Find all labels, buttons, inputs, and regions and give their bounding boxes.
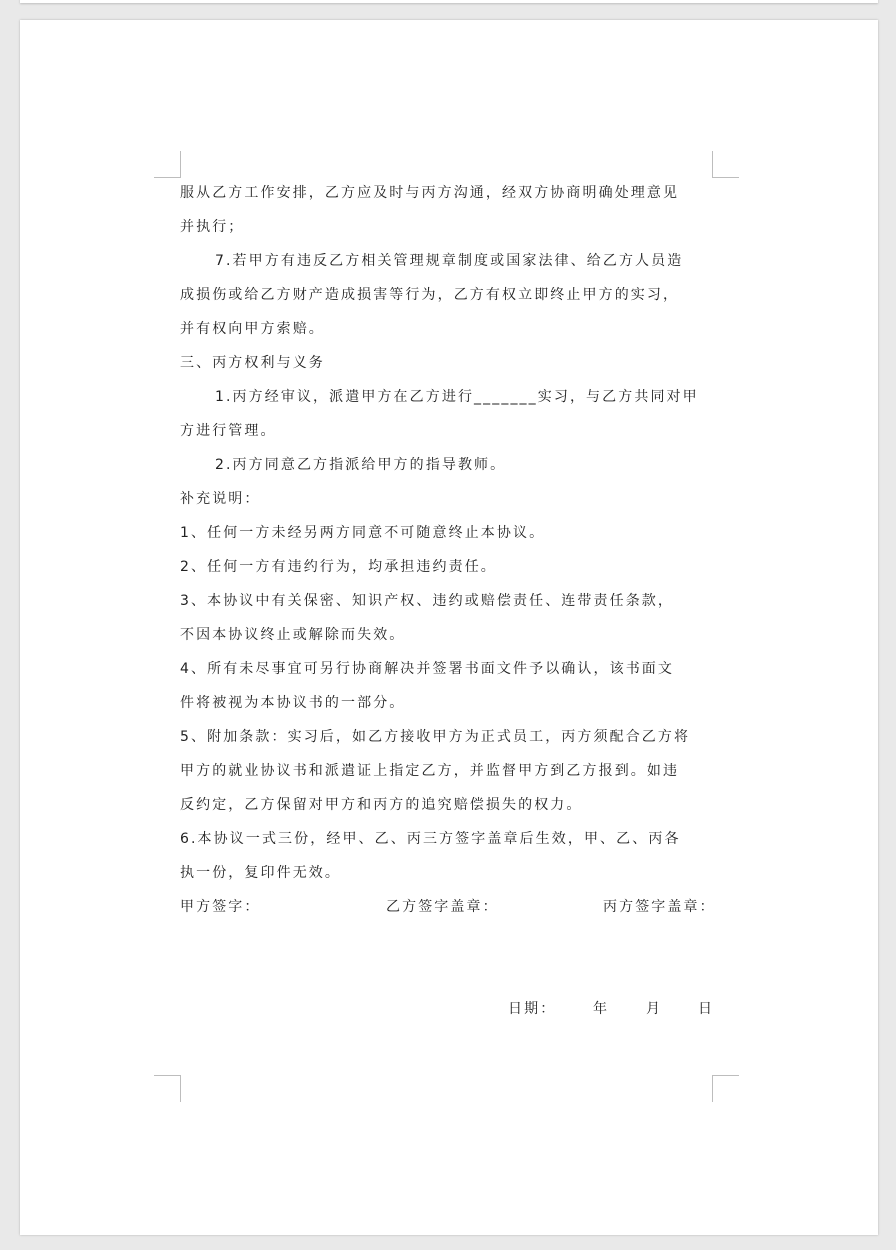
text-line: 6.本协议一式三份，经甲、乙、丙三方签字盖章后生效，甲、乙、丙各 (180, 831, 681, 847)
text-line: 三、丙方权利与义务 (180, 355, 325, 371)
margin-corner-bottom-left (154, 1075, 181, 1102)
margin-corner-top-right (712, 151, 739, 178)
body-text (180, 176, 713, 890)
text-line: 5、附加条款：实习后，如乙方接收甲方为正式员工，丙方须配合乙方将 (180, 729, 691, 745)
document-page (20, 20, 878, 1235)
text-line: 1、任何一方未经另两方同意不可随意终止本协议。 (180, 525, 546, 541)
text-line: 补充说明： (180, 491, 261, 507)
text-line: 服从乙方工作安排，乙方应及时与丙方沟通，经双方协商明确处理意见 (180, 185, 680, 201)
text-line: 2.丙方同意乙方指派给甲方的指导教师。 (215, 457, 507, 473)
text-line: 件将被视为本协议书的一部分。 (180, 695, 406, 711)
signature-row (180, 890, 716, 924)
previous-page-edge (20, 0, 878, 3)
margin-corner-top-left (154, 151, 181, 178)
text-line: 1.丙方经审议，派遣甲方在乙方进行_______实习，与乙方共同对甲 (215, 389, 699, 405)
date-row (180, 992, 713, 1026)
party-b-signature-label: 乙方签字盖章： (386, 899, 499, 915)
text-line: 执一份，复印件无效。 (180, 865, 341, 881)
party-c-signature-label: 丙方签字盖章： (603, 899, 716, 915)
text-line: 反约定，乙方保留对甲方和丙方的追究赔偿损失的权力。 (180, 797, 583, 813)
date-day-label: 日 (698, 1001, 715, 1017)
date-year-label: 年 (593, 1001, 610, 1017)
text-line: 方进行管理。 (180, 423, 277, 439)
text-line: 不因本协议终止或解除而失效。 (180, 627, 406, 643)
document-body (180, 176, 716, 1026)
text-line: 甲方的就业协议书和派遣证上指定乙方，并监督甲方到乙方报到。如违 (180, 763, 680, 779)
text-line: 2、任何一方有违约行为，均承担违约责任。 (180, 559, 497, 575)
text-line: 3、本协议中有关保密、知识产权、违约或赔偿责任、连带责任条款， (180, 593, 675, 609)
text-line: 4、所有未尽事宜可另行协商解决并签署书面文件予以确认，该书面文 (180, 661, 675, 677)
text-line: 并有权向甲方索赔。 (180, 321, 325, 337)
margin-corner-bottom-right (712, 1075, 739, 1102)
text-line: 成损伤或给乙方财产造成损害等行为，乙方有权立即终止甲方的实习， (180, 287, 680, 303)
date-label: 日期： (508, 1001, 557, 1017)
text-line: 并执行； (180, 219, 245, 235)
text-line: 7.若甲方有违反乙方相关管理规章制度或国家法律、给乙方人员造 (215, 253, 684, 269)
party-a-signature-label: 甲方签字： (180, 899, 261, 915)
date-month-label: 月 (646, 1001, 663, 1017)
